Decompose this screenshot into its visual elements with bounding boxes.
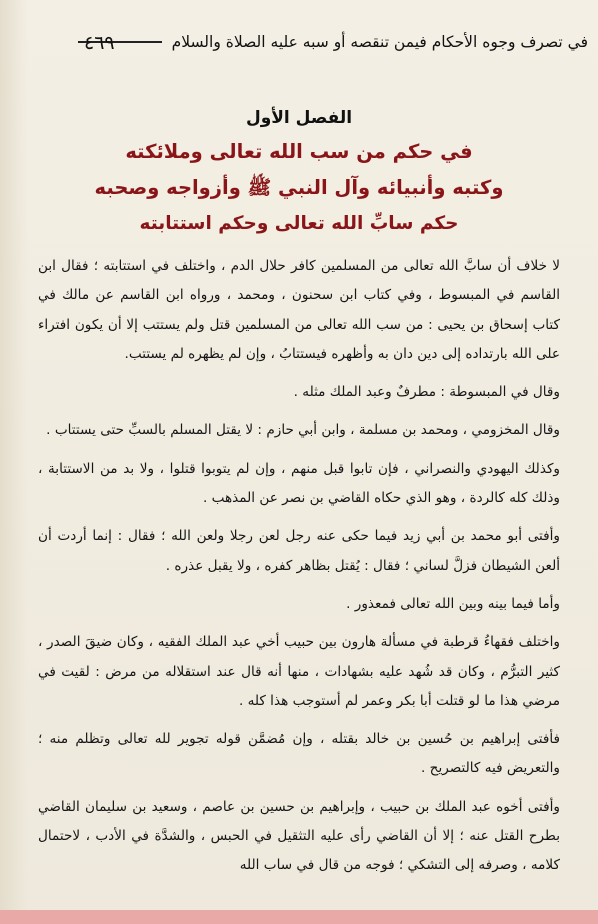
paragraph: وكذلك اليهودي والنصراني ، فإن تابوا قبل منهم ، وإن لم يتوبوا قتلوا ، ولا بد من الاستتابة ، وذلك كله كالردة ، وهو الذي حكاه القاضي بن نصر عن المذهب .: [38, 460, 560, 507]
paragraph: وأفتى أخوه عبد الملك بن حبيب ، وإبراهيم بن حسين بن عاصم ، وسعيد بن سليمان القاضي بطرح القتل عنه ؛ إلا أن القاضي رأى عليه التثقيل في الحبس ، والشدَّة في الأدب ، لاحتمال كلامه ، وصرفه إلى التشكي ؛ فوجه من قال في ساب الله: [38, 798, 560, 874]
page-edge-shadow: [0, 0, 28, 924]
body-text: [38, 252, 560, 881]
section-subtitle: حكم سابِّ الله تعالى وحكم استتابته: [139, 213, 459, 234]
running-header-title: في تصرف وجوه الأحكام فيمن تنقصه أو سبه عليه الصلاة والسلام: [171, 33, 588, 51]
paragraph: واختلف فقهاءُ قرطبة في مسألة هارون بين حبيب أخي عبد الملك الفقيه ، وكان ضيقَ الصدر ، كثير التبرُّم ، وكان قد شُهد عليه بشهادات ، منها أنه قال عند استقلاله من مرض : لقيت في مرضي هذا ما لو قتلت أبا بكر وعمر لم أستوجب هذا كله .: [38, 634, 560, 709]
paragraph: وأما فيما بينه وبين الله تعالى فمعذور .: [346, 595, 560, 612]
chapter-heading: الفصل الأول: [245, 108, 353, 128]
section-title-line-2: وكتبه وأنبيائه وآل النبي ﷺ وأزواجه وصحبه: [94, 176, 504, 199]
running-header: [66, 28, 588, 56]
paragraph: لا خلاف أن سابَّ الله تعالى من المسلمين كافر حلال الدم ، واختلف في استتابته ؛ فقال ابن القاسم في المبسوط ، وفي كتاب ابن سحنون ، ومحمد ، ورواه ابن القاسم عن مالك في كتاب إسحاق بن يحيى : من سب الله تعالى من المسلمين قتل ولم يستتب إلا أن يكون افتراء على الله بارتداده إلى دين دان به وأظهره فيستتابُ ، وإن لم يظهره لم يستتب.: [38, 258, 560, 362]
page-number: ٤٦٩: [84, 32, 115, 54]
paragraph: فأفتى إبراهيم بن حُسين بن خالد بقتله ، وإن مُضمَّن قوله تجوير لله تعالى وتظلم منه ؛ والتعريض فيه كالتصريح .: [38, 731, 560, 777]
paragraph: وأفتى أبو محمد بن أبي زيد فيما حكى عنه رجل لعن رجلا ولعن الله ؛ فقال : إنما أردت أن ألعن الشيطان فزلَّ لساني ؛ فقال : يُقتل بظاهر كفره ، ولا يقبل عذره .: [38, 528, 560, 574]
section-title-line-1: في حكم من سب الله تعالى وملائكته: [125, 140, 473, 163]
paragraph: وقال المخزومي ، ومحمد بن مسلمة ، وابن أبي حازم : لا يقتل المسلم بالسبِّ حتى يستتاب .: [46, 422, 560, 439]
page-bottom-edge: [0, 910, 598, 924]
paragraph: وقال في المبسوطة : مطرفٌ وعبد الملك مثله .: [293, 384, 560, 401]
